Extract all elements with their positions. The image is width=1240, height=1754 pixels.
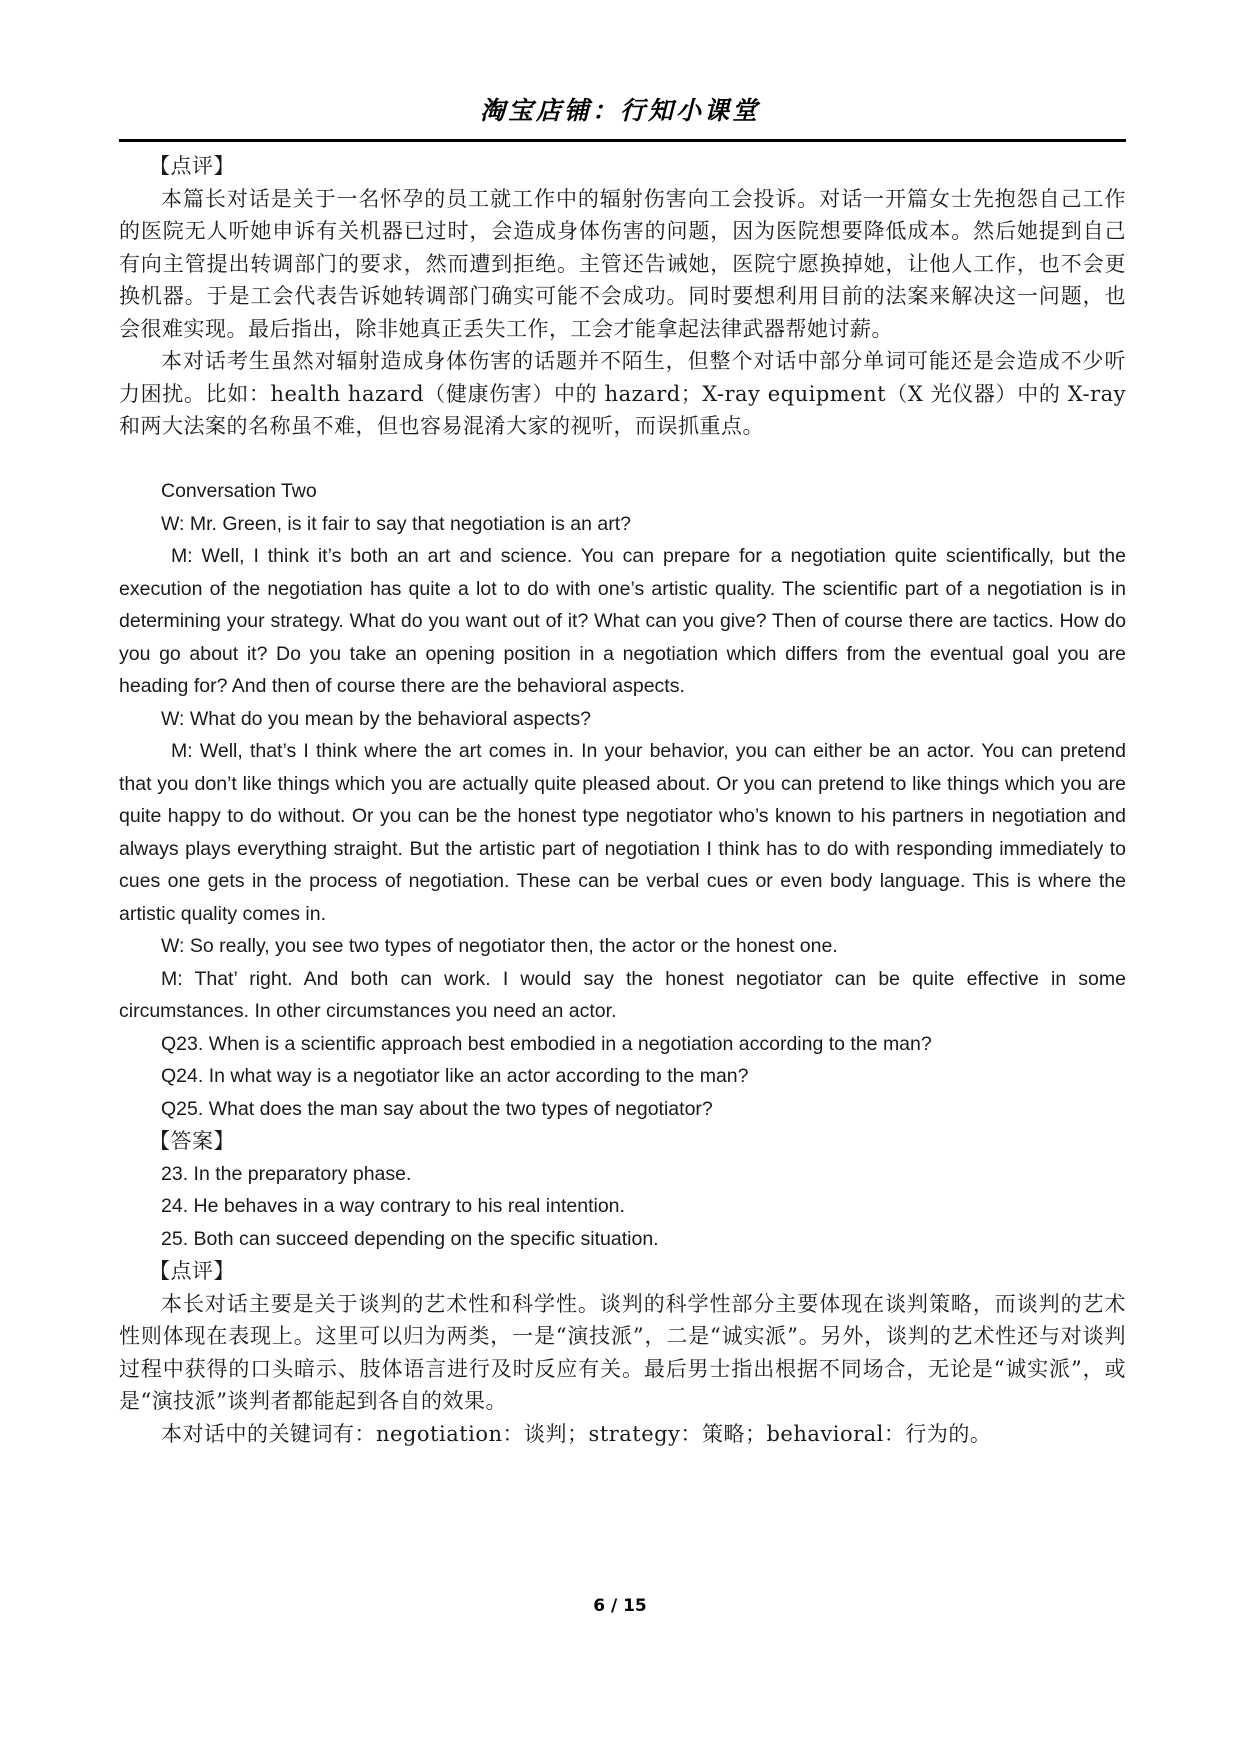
- answer: 24. He behaves in a way contrary to his real intention.: [161, 1195, 625, 1217]
- conversation-comment-paragraph: 本长对话主要是关于谈判的艺术性和科学性。谈判的科学性部分主要体现在谈判策略，而谈判的艺术性则体现在表现上。这里可以归为两类，一是“演技派”，二是“诚实派”。另外，谈判的艺术性还与对谈判过程中获得的口头暗示、肢体语言进行及时反应有关。最后男士指出根据不同场合，无论是“诚实派”，或是“演技派”谈判者都能起到各自的效果。: [119, 1291, 1126, 1413]
- dialogue-line: W: What do you mean by the behavioral aspects?: [161, 707, 591, 730]
- answer-label: 【答案】: [149, 1129, 235, 1153]
- dialogue-line: W: So really, you see two types of negotiator then, the actor or the honest one.: [161, 935, 838, 957]
- section1-comment-label: 【点评】: [149, 154, 235, 178]
- question: Q24. In what way is a negotiator like an actor according to the man?: [161, 1065, 749, 1087]
- page-number: 6 / 15: [593, 1596, 647, 1616]
- conversation-title: Conversation Two: [161, 480, 317, 502]
- section1-comment-paragraph: 本对话考生虽然对辐射造成身体伤害的话题并不陌生，但整个对话中部分单词可能还是会造成不少听力困扰。比如：health hazard（健康伤害）中的 hazard；X-ray equipment（X 光仪器）中的 X-ray 和两大法案的名称虽不难，但也容易混淆大家的视听，而误抓重点。: [119, 349, 1126, 438]
- question: Q23. When is a scientific approach best embodied in a negotiation according to the man?: [161, 1032, 932, 1055]
- dialogue-line: W: Mr. Green, is it fair to say that negotiation is an art?: [161, 512, 632, 535]
- conversation-comment-label: 【点评】: [149, 1259, 235, 1283]
- dialogue-line: M: Well, I think it’s both an art and science. You can prepare for a negotiation quite scientifically, but the execution of the negotiation has quite a lot to do with one’s artistic quality. The scientific part of a negotiation is in determining your strategy. What do you want out of it? What can you give? Then of course there are tactics. How do you go about it? Do you take an opening position in a negotiation which differs from the eventual goal you are heading for? And then of course there are the behavioral aspects.: [119, 545, 1126, 697]
- dialogue-line: M: Well, that’s I think where the art comes in. In your behavior, you can either be an actor. You can pretend that you don’t like things which you are actually quite pleased about. Or you can pretend to like things which you are quite happy to do without. Or you can be the honest type negotiator who’s known to his partners in negotiation and always plays everything straight. But the artistic part of negotiation I think has to do with responding immediately to cues one gets in the process of negotiation. These can be verbal cues or even body language. This is where the artistic quality comes in.: [119, 740, 1126, 925]
- header-divider: [119, 139, 1126, 142]
- document-body: [119, 150, 1126, 1450]
- section1-comment-paragraph: 本篇长对话是关于一名怀孕的员工就工作中的辐射伤害向工会投诉。对话一开篇女士先抱怨自己工作的医院无人听她申诉有关机器已过时，会造成身体伤害的问题，因为医院想要降低成本。然后她提到自己有向主管提出转调部门的要求，然而遭到拒绝。主管还告诫她，医院宁愿换掉她，让他人工作，也不会更换机器。于是工会代表告诉她转调部门确实可能不会成功。同时要想利用目前的法案来解决这一问题，也会很难实现。最后指出，除非她真正丢失工作，工会才能拿起法律武器帮她讨薪。: [119, 186, 1126, 341]
- spacer: [119, 443, 1126, 476]
- question: Q25. What does the man say about the two types of negotiator?: [161, 1097, 713, 1120]
- conversation-comment-paragraph: 本对话中的关键词有：negotiation：谈判；strategy：策略；behavioral：行为的。: [161, 1421, 992, 1446]
- page-header-title: 淘宝店铺：行知小课堂: [479, 96, 760, 125]
- dialogue-line: M: That’ right. And both can work. I would say the honest negotiator can be quite effective in some circumstances. In other circumstances you need an actor.: [119, 967, 1126, 1022]
- answer: 25. Both can succeed depending on the specific situation.: [161, 1227, 659, 1250]
- answer: 23. In the preparatory phase.: [161, 1162, 412, 1185]
